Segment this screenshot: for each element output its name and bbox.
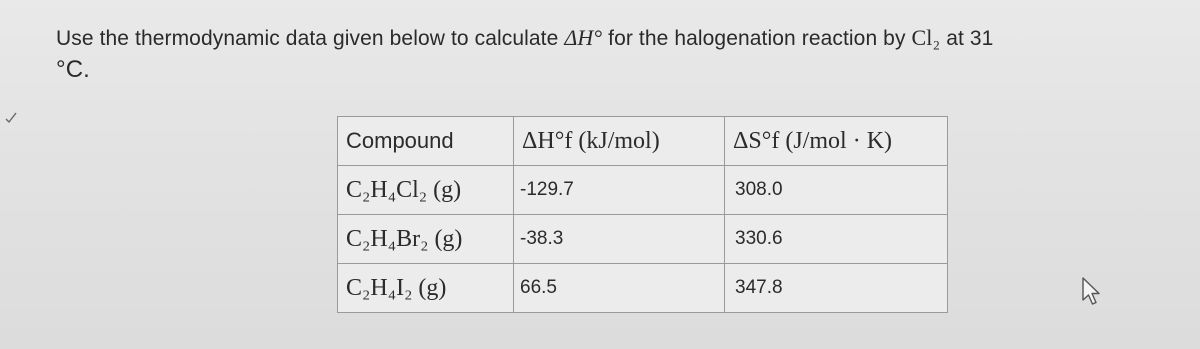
header-entropy: ΔS°f (J/mol · K)	[725, 117, 948, 166]
question-text-middle: for the halogenation reaction by	[602, 27, 912, 50]
cell-compound: C₂H₄Cl₂ (g)	[338, 166, 514, 215]
cell-compound: C₂H₄I₂ (g)	[338, 264, 514, 313]
question-text	[56, 22, 1166, 86]
thermo-data-table	[337, 116, 948, 313]
table-header-row	[338, 117, 948, 166]
temperature-unit: °C.	[56, 56, 90, 83]
cell-entropy: 347.8	[725, 264, 948, 313]
cell-enthalpy: 66.5	[514, 264, 725, 313]
question-text-before: Use the thermodynamic data given below to calculate	[56, 27, 565, 50]
header-enthalpy: ΔH°f (kJ/mol)	[514, 117, 725, 166]
cell-enthalpy: -38.3	[514, 215, 725, 264]
delta-h-symbol: ΔH°	[564, 25, 603, 50]
table-row	[338, 264, 948, 313]
question-text-after: at 31	[940, 27, 994, 50]
header-compound: Compound	[338, 117, 514, 166]
table-row	[338, 215, 948, 264]
cell-enthalpy: -129.7	[514, 166, 725, 215]
mouse-pointer-icon	[1080, 276, 1104, 308]
cell-compound: C₂H₄Br₂ (g)	[338, 215, 514, 264]
table-row	[338, 166, 948, 215]
reagent-formula: Cl₂	[911, 25, 941, 50]
cell-entropy: 308.0	[725, 166, 948, 215]
tick-mark-icon	[4, 110, 18, 124]
cell-entropy: 330.6	[725, 215, 948, 264]
